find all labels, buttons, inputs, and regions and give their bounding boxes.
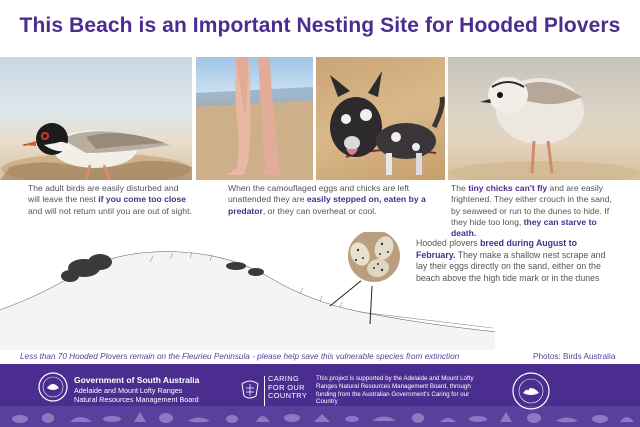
caption-eggs-chicks	[228, 183, 426, 217]
caption-text: , or they can overheat or cool.	[262, 205, 377, 216]
commonwealth-coat-of-arms-icon	[238, 378, 262, 400]
caption-text: and will not return until you are out of sight.	[28, 205, 192, 216]
adult-plover-photo	[0, 57, 192, 180]
caption-highlight: tiny chicks can't fly	[468, 183, 548, 193]
walking-legs-photo	[196, 57, 313, 180]
caption-text: and are easily frightened. They either crouch in the sand, by seaweed or run to the dunes to hide. If they hide too long,	[451, 183, 612, 227]
nesting-info	[416, 238, 614, 284]
page-title: This Beach is an Important Nesting Site for Hooded Plovers	[19, 14, 621, 37]
caption-highlight: easily stepped on, eaten by a predator	[228, 194, 426, 216]
caption-highlight: if you come too close	[98, 194, 187, 205]
nest-text: They make a shallow nest scrape and lay their eggs directly on the sand, either on the beach above the high tide mark or in the dunes	[416, 249, 606, 283]
extinction-note: Less than 70 Hooded Plovers remain on the Fleurieu Peninsula - please help save this vulnerable species from extinction	[20, 352, 460, 361]
photo-credit: Photos: Birds Australia	[533, 352, 616, 361]
nest-text: Hooded plovers	[416, 238, 481, 248]
hooded-plover-badge-icon	[511, 371, 551, 411]
nrm-board-name: Adelaide and Mount Lofty Ranges Natural Resources Management Board	[74, 386, 199, 404]
funding-statement: This project is supported by the Adelaide and Mount Lofty Ranges Natural Resources Management Board, through funding from the Australian Government's Caring for our Country	[316, 375, 474, 406]
caption-highlight: they can starve to death.	[451, 216, 597, 239]
caption-text: When the camouflaged eggs and chicks are left unattended they are	[228, 183, 410, 205]
caption-tiny-chicks	[451, 183, 623, 239]
wildlife-icons-row	[0, 406, 640, 427]
caption-adult-birds	[28, 183, 192, 217]
caption-text: The	[451, 183, 469, 193]
caption-text: The adult birds are easily disturbed and will leave the nest	[28, 183, 179, 205]
caring-for-our-country-logo: CARING FOR OUR COUNTRY	[268, 374, 308, 401]
government-name: Government of South Australia	[74, 375, 200, 385]
dog-on-beach-photo	[316, 57, 445, 180]
divider	[264, 376, 265, 406]
sa-government-crest-icon	[38, 372, 68, 402]
plover-chick-photo	[448, 57, 640, 180]
nest-highlight: breed during August to February.	[416, 238, 577, 260]
